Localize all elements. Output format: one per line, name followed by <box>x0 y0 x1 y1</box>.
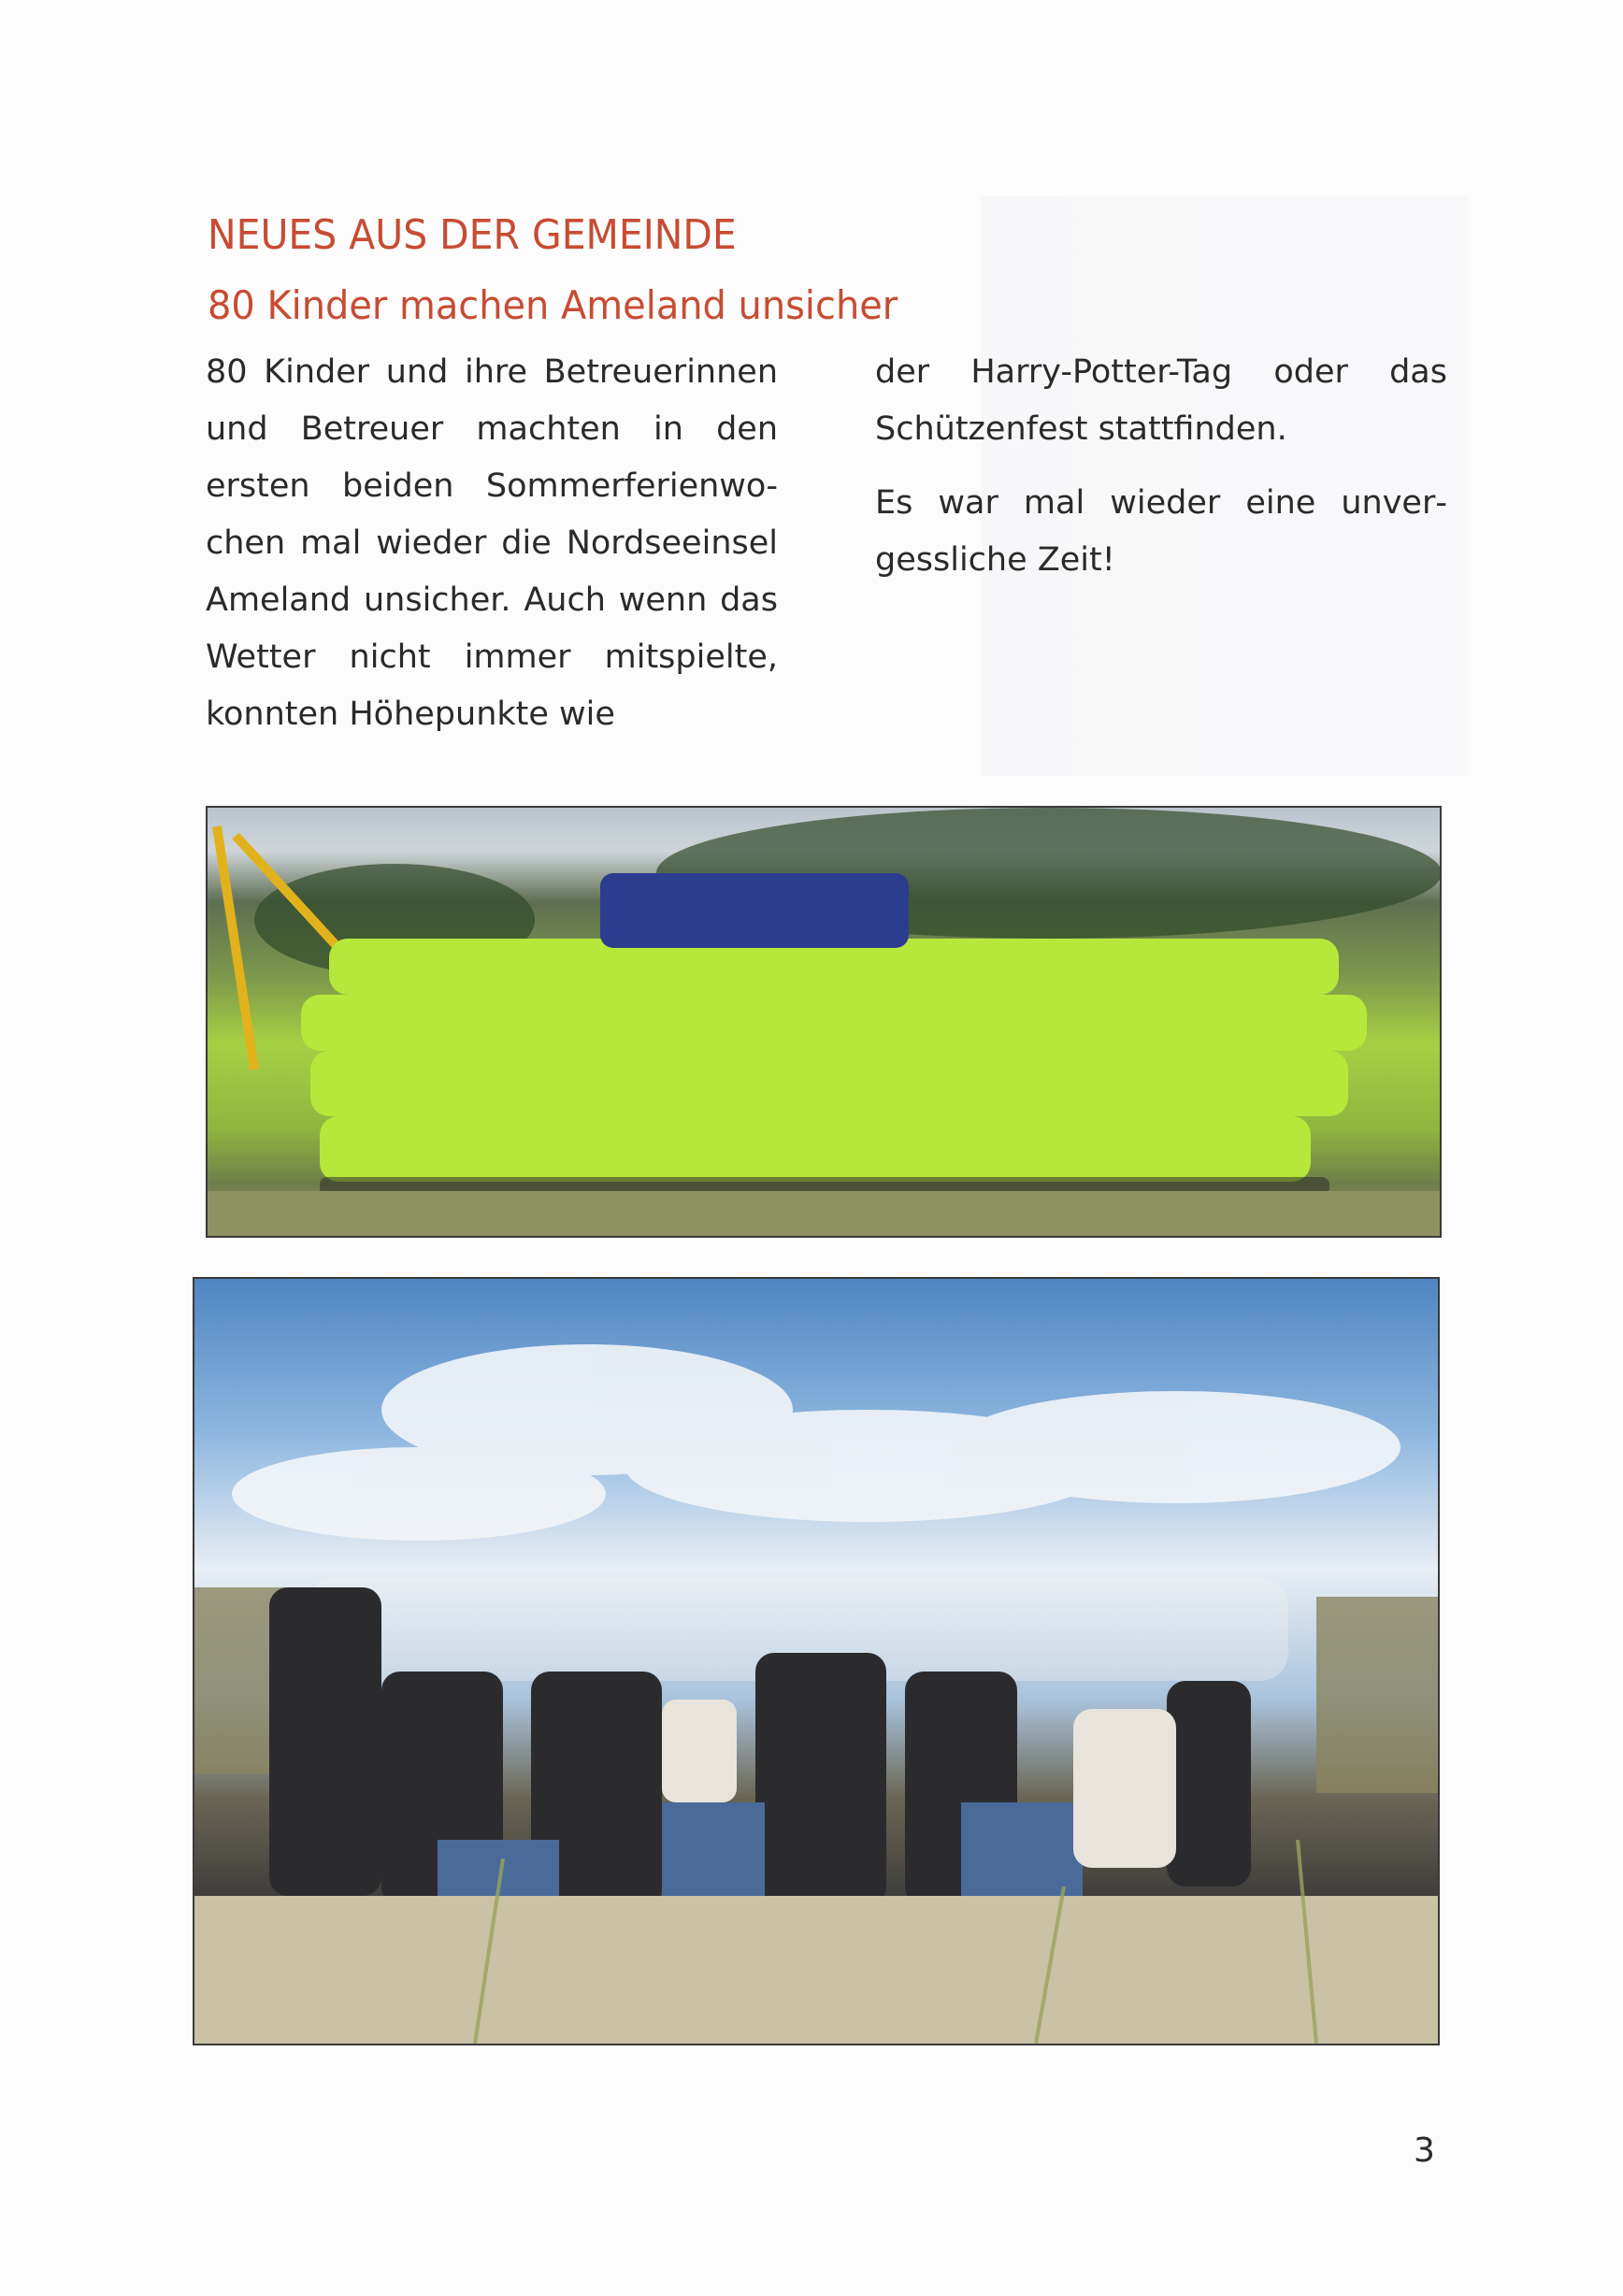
group-photo-helpers <box>193 1277 1440 2045</box>
article-headline: 80 Kinder machen Ameland unsicher <box>208 282 898 328</box>
article-column-right <box>875 344 1447 606</box>
section-kicker: NEUES AUS DER GEMEINDE <box>208 211 737 259</box>
paragraph-left: 80 Kinder und ihre Betreuerinnen und Betreuer machten in den ersten beiden Sommerferienwochen mal wieder die Nordseeinsel Ameland unsicher. Auch wenn das Wetter nicht immer mitspielte, konnten Höhepunkte wie <box>206 353 778 733</box>
paragraph-right-1: der Harry-Potter-Tag oder das Schützenfest stattfinden. <box>875 353 1447 448</box>
paragraph-right-2: Es war mal wieder eine unvergessliche Zeit! <box>875 484 1447 579</box>
group-photo-kids-illustration <box>208 808 1440 1236</box>
group-photo-helpers-illustration <box>194 1279 1438 2044</box>
group-photo-kids <box>206 806 1442 1238</box>
article-column-left <box>206 344 778 760</box>
page-number: 3 <box>1414 2131 1435 2170</box>
